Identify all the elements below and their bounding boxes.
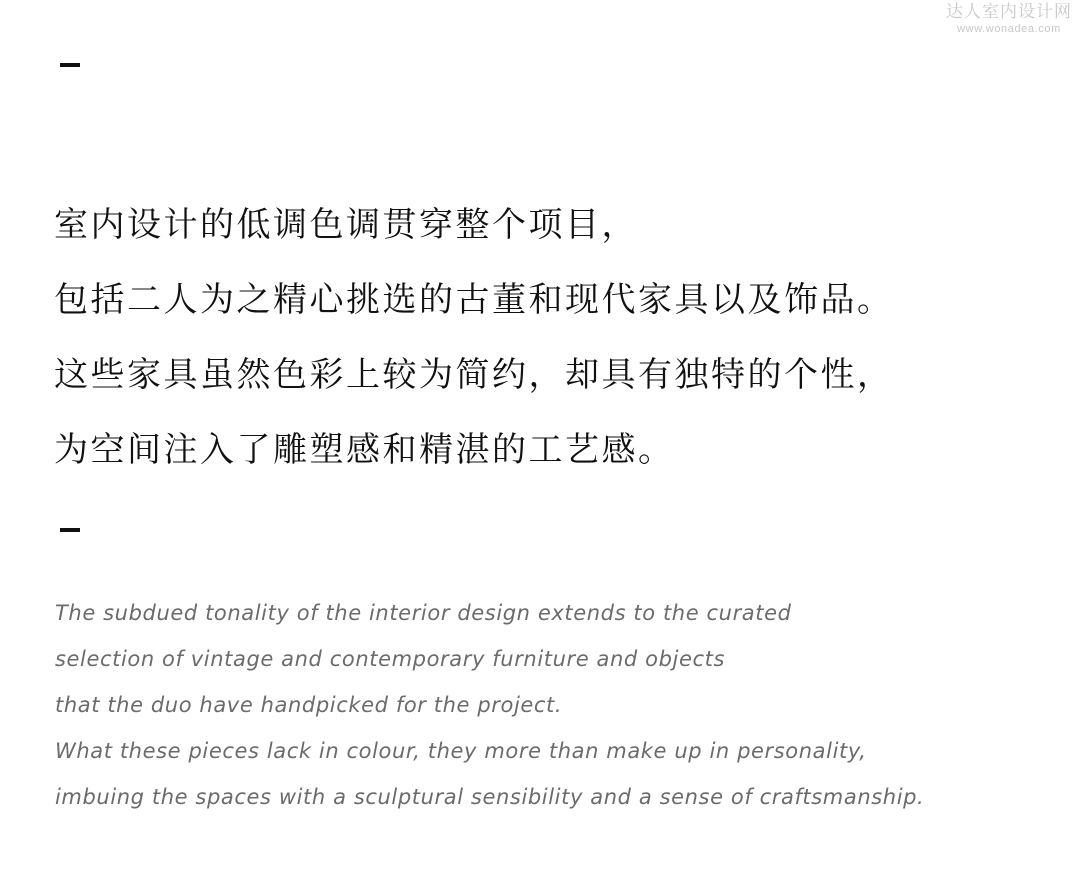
english-line: The subdued tonality of the interior design extends to the curated [55,601,792,625]
chinese-line: 室内设计的低调色调贯穿整个项目， [54,205,638,245]
chinese-line: 这些家具虽然色彩上较为简约，却具有独特的个性， [54,355,894,395]
divider-dash-top [60,63,80,67]
watermark-url: www.wonadea.com [957,23,1061,35]
english-line: What these pieces lack in colour, they more than make up in personality, [55,739,867,763]
english-line: imbuing the spaces with a sculptural sensibility and a sense of craftsmanship. [55,785,925,809]
chinese-paragraph [54,188,894,488]
english-line: that the duo have handpicked for the project. [55,693,563,717]
chinese-line: 包括二人为之精心挑选的古董和现代家具以及饰品。 [54,280,894,320]
watermark-name: 达人室内设计网 [946,2,1072,22]
english-paragraph [55,590,924,820]
divider-dash-bottom [60,528,80,532]
english-line: selection of vintage and contemporary furniture and objects [55,647,725,671]
watermark [946,4,1072,35]
chinese-line: 为空间注入了雕塑感和精湛的工艺感。 [54,430,675,470]
